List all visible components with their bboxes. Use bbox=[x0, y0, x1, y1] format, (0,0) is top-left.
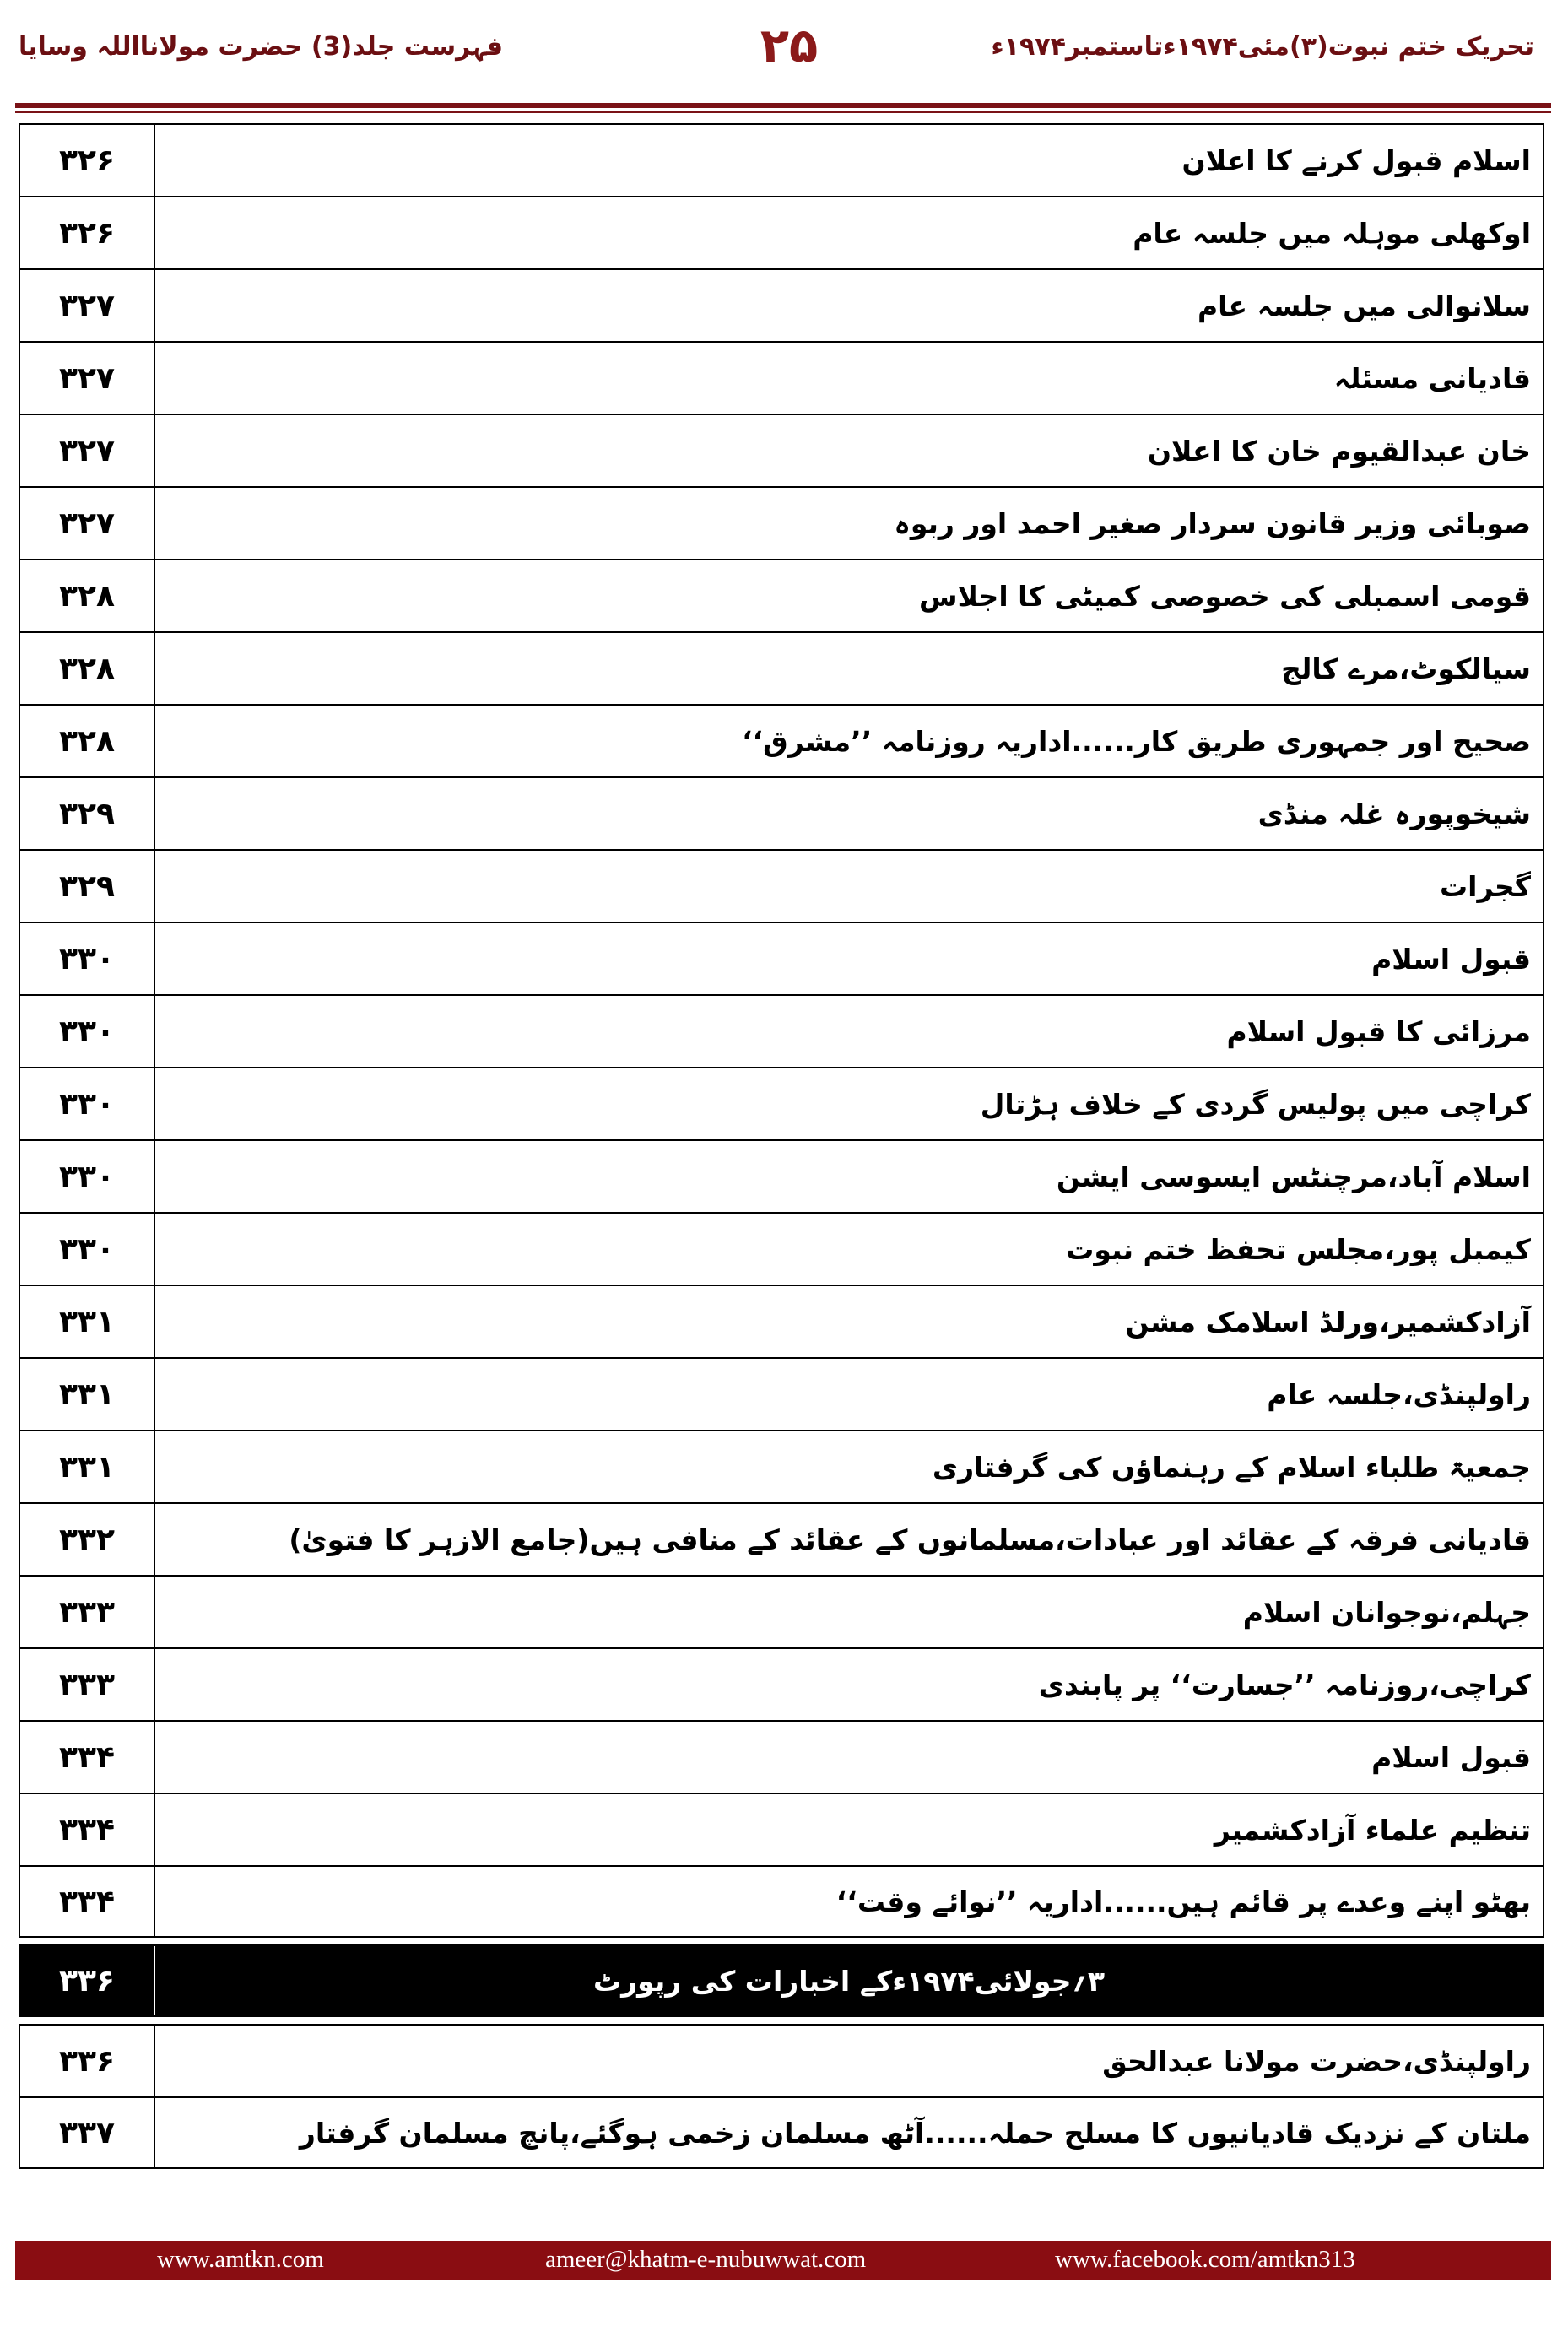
table-row bbox=[19, 1357, 1544, 1430]
table-row bbox=[19, 1212, 1544, 1285]
page-ref: ۳۲۹ bbox=[20, 778, 155, 849]
page-ref: ۳۲۸ bbox=[20, 706, 155, 776]
table-row bbox=[19, 414, 1544, 486]
entry-title: راولپنڈی،حضرت مولانا عبدالحق bbox=[1102, 2044, 1531, 2078]
page-header bbox=[0, 0, 1568, 101]
page-ref: ۳۳۰ bbox=[20, 923, 155, 994]
page-ref: ۳۲۷ bbox=[20, 488, 155, 559]
entry-title: خان عبدالقیوم خان کا اعلان bbox=[1147, 434, 1531, 468]
page-ref: ۳۳۱ bbox=[20, 1286, 155, 1357]
table-row bbox=[19, 1647, 1544, 1720]
page-ref: ۳۲۶ bbox=[20, 125, 155, 196]
entry-title: اسلام آباد،مرچنٹس ایسوسی ایشن bbox=[1056, 1160, 1531, 1193]
header-rule-thin bbox=[15, 111, 1551, 113]
entry-title: گجرات bbox=[1440, 869, 1531, 903]
entry-title: قبول اسلام bbox=[1371, 942, 1531, 976]
table-row bbox=[19, 196, 1544, 268]
entry-title: اسلام قبول کرنے کا اعلان bbox=[1181, 143, 1531, 177]
table-row bbox=[19, 994, 1544, 1067]
table-row bbox=[19, 1502, 1544, 1575]
entry-title: صحیح اور جمہوری طریق کار......اداریہ روزنامہ ’’مشرق‘‘ bbox=[742, 724, 1531, 758]
entry-title: کراچی،روزنامہ ’’جسارت‘‘ پر پابندی bbox=[1038, 1668, 1531, 1701]
page-ref: ۳۲۶ bbox=[20, 197, 155, 268]
page-footer bbox=[15, 2241, 1551, 2280]
entry-title: کراچی میں پولیس گردی کے خلاف ہڑتال bbox=[980, 1087, 1531, 1121]
entry-title: قبول اسلام bbox=[1371, 1740, 1531, 1774]
table-row bbox=[19, 2024, 1544, 2096]
book-reference: فہرست جلد(3) حضرت مولانااللہ وسایا bbox=[19, 32, 503, 62]
entry-title: جہلم،نوجوانان اسلام bbox=[1242, 1595, 1531, 1629]
entry-title: سلانوالی میں جلسہ عام bbox=[1197, 289, 1531, 322]
entry-title: آزادکشمیر،ورلڈ اسلامک مشن bbox=[1125, 1305, 1531, 1339]
page-ref: ۳۳۰ bbox=[20, 1141, 155, 1212]
page-number: ۲۵ bbox=[760, 19, 819, 73]
table-row bbox=[19, 1067, 1544, 1139]
page-ref: ۳۲۷ bbox=[20, 415, 155, 486]
table-row bbox=[19, 1430, 1544, 1502]
page-ref: ۳۳۱ bbox=[20, 1431, 155, 1502]
table-row bbox=[19, 268, 1544, 341]
entry-title: سیالکوٹ،مرے کالج bbox=[1281, 652, 1531, 685]
table-row bbox=[19, 776, 1544, 849]
table-row bbox=[19, 631, 1544, 704]
page-ref: ۳۳۲ bbox=[20, 1504, 155, 1575]
entry-title: راولپنڈی،جلسہ عام bbox=[1267, 1377, 1531, 1411]
entry-title: تنظیم علماء آزادکشمیر bbox=[1214, 1813, 1531, 1847]
entry-title: اوکھلی موہلہ میں جلسہ عام bbox=[1133, 216, 1531, 250]
entry-title: بھٹو اپنے وعدے پر قائم ہیں......اداریہ ’’نوائے وقت‘‘ bbox=[835, 1885, 1531, 1918]
page-ref: ۳۳۶ bbox=[20, 2026, 155, 2096]
entry-title: کیمبل پور،مجلس تحفظ ختم نبوت bbox=[1066, 1232, 1531, 1266]
entry-title: صوبائی وزیر قانون سردار صغیر احمد اور ربوہ bbox=[894, 506, 1531, 540]
entry-title: قادیانی فرقہ کے عقائد اور عبادات،مسلمانوں کے عقائد کے منافی ہیں(جامع الازہر کا فتویٰ) bbox=[289, 1523, 1531, 1556]
page-ref: ۳۳۷ bbox=[20, 2098, 155, 2167]
facebook-link[interactable]: www.facebook.com/amtkn313 bbox=[1055, 2246, 1355, 2273]
page-ref: ۳۲۸ bbox=[20, 633, 155, 704]
page-ref: ۳۲۷ bbox=[20, 343, 155, 414]
table-row bbox=[19, 1575, 1544, 1647]
table-row bbox=[19, 922, 1544, 994]
series-title: تحریک ختم نبوت(۳)مئی۱۹۷۴ءتاستمبر۱۹۷۴ء bbox=[991, 32, 1534, 62]
section-title: ۳؍جولائی۱۹۷۴ءکے اخبارات کی رپورٹ bbox=[593, 1964, 1106, 1998]
page-ref: ۳۲۷ bbox=[20, 270, 155, 341]
table-row bbox=[19, 1793, 1544, 1865]
header-rule-thick bbox=[15, 103, 1551, 108]
table-row bbox=[19, 849, 1544, 922]
table-row bbox=[19, 123, 1544, 196]
page-ref: ۳۳۴ bbox=[20, 1867, 155, 1936]
entry-title: جمعیۃ طلباء اسلام کے رہنماؤں کی گرفتاری bbox=[932, 1450, 1531, 1484]
email-link[interactable]: ameer@khatm-e-nubuwwat.com bbox=[545, 2246, 867, 2273]
page-ref: ۳۳۶ bbox=[20, 1946, 155, 2015]
table-row bbox=[19, 559, 1544, 631]
page-ref: ۳۳۱ bbox=[20, 1359, 155, 1430]
entry-title: قادیانی مسئلہ bbox=[1333, 361, 1531, 395]
page-ref: ۳۳۴ bbox=[20, 1722, 155, 1793]
page-ref: ۳۳۴ bbox=[20, 1794, 155, 1865]
section-heading-row bbox=[19, 1944, 1544, 2017]
entry-title: شیخوپورہ غلہ منڈی bbox=[1257, 797, 1531, 830]
table-row bbox=[19, 341, 1544, 414]
page-ref: ۳۲۹ bbox=[20, 851, 155, 922]
page-ref: ۳۳۰ bbox=[20, 1068, 155, 1139]
page-ref: ۳۳۰ bbox=[20, 1214, 155, 1285]
table-row bbox=[19, 704, 1544, 776]
table-row bbox=[19, 2096, 1544, 2169]
website-link[interactable]: www.amtkn.com bbox=[157, 2246, 324, 2273]
entry-title: قومی اسمبلی کی خصوصی کمیٹی کا اجلاس bbox=[918, 579, 1531, 613]
table-row bbox=[19, 1139, 1544, 1212]
table-row bbox=[19, 486, 1544, 559]
page-ref: ۳۳۰ bbox=[20, 996, 155, 1067]
page-ref: ۳۳۳ bbox=[20, 1649, 155, 1720]
table-row bbox=[19, 1720, 1544, 1793]
table-row bbox=[19, 1285, 1544, 1357]
entry-title: ملتان کے نزدیک قادیانیوں کا مسلح حملہ......آٹھ مسلمان زخمی ہوگئے،پانچ مسلمان گرفتار bbox=[299, 2116, 1531, 2150]
entry-title: مرزائی کا قبول اسلام bbox=[1226, 1014, 1531, 1048]
contents-table bbox=[19, 123, 1544, 2169]
table-row bbox=[19, 1865, 1544, 1938]
page-ref: ۳۲۸ bbox=[20, 560, 155, 631]
page-ref: ۳۳۳ bbox=[20, 1577, 155, 1647]
